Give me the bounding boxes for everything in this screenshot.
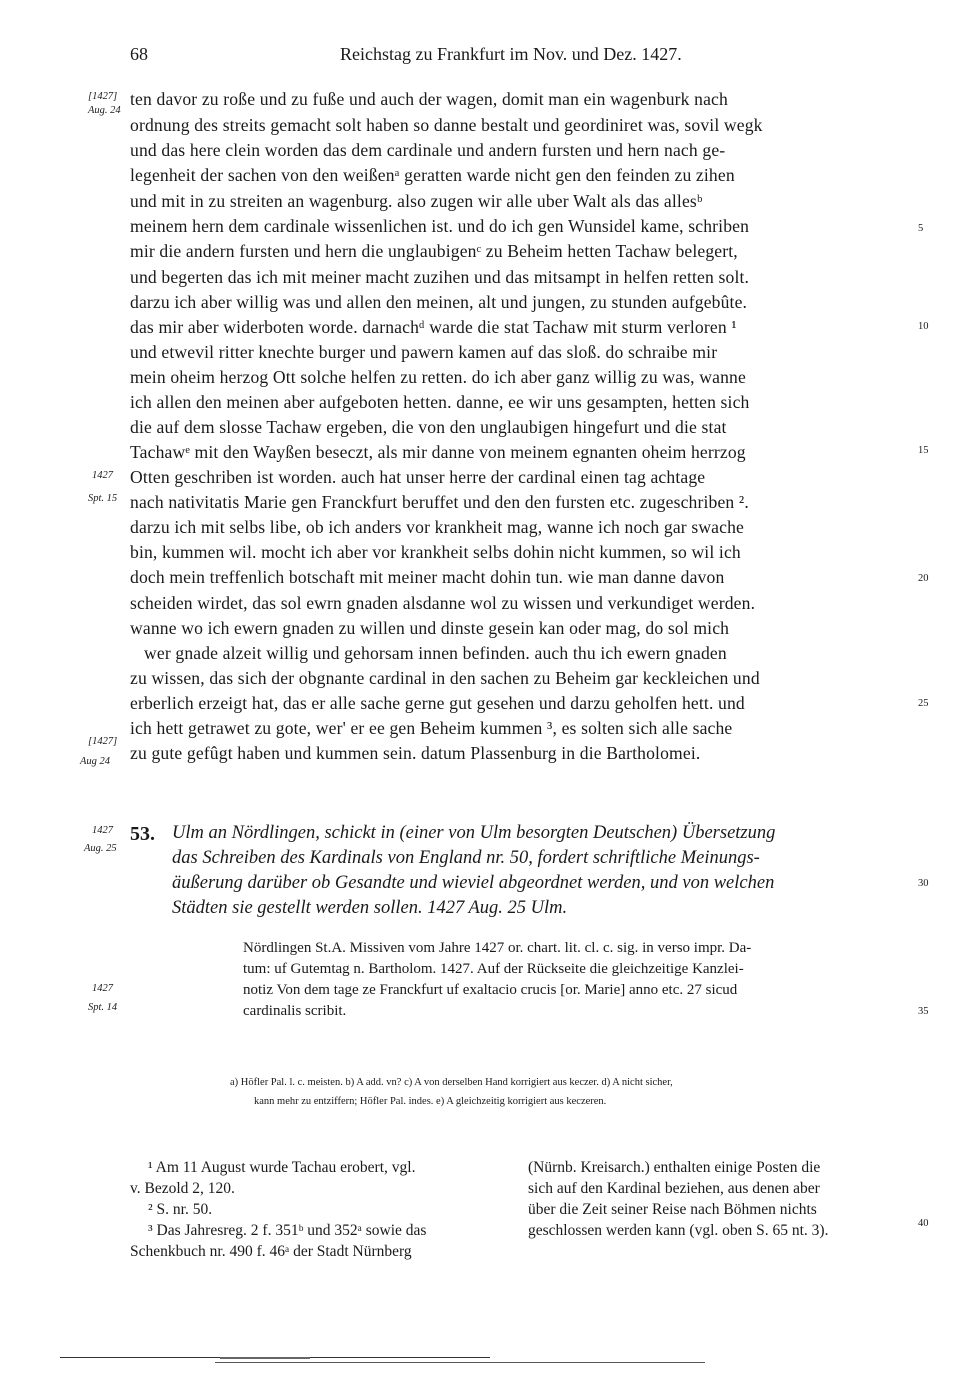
margin-date: Spt. 14 [88,1002,118,1013]
margin-date: 1427 [92,825,113,836]
footnote-line: geschlossen werden kann (vgl. oben S. 65 nt. 3). [528,1222,829,1239]
footnote-line: Schenkbuch nr. 490 f. 46ᵃ der Stadt Nürnberg [130,1243,412,1260]
bottom-rule [215,1362,705,1363]
body-line: bin, kummen wil. mocht ich aber vor krankheit selbs dohin nicht kummen, so wil ich [130,542,741,562]
body-line: Otten geschriben ist worden. auch hat unser herre der cardinal einen tag achtage [130,467,706,487]
margin-date: Aug 24 [80,756,111,767]
body-line: und das here clein worden das dem cardinale und andern fursten und hern nach ge- [130,140,726,160]
source-line: cardinalis scribit. [243,1003,347,1019]
page-number: 68 [130,44,148,64]
line-number: 20 [918,573,929,584]
regest-line: äußerung darüber ob Gesandte und wieviel abgeordnet werden, und von welchen [172,873,775,893]
body-line: nach nativitatis Marie gen Franckfurt beruffet und den den fursten etc. zugeschriben ². [130,492,749,512]
body-line: und etwevil ritter knechte burger und pawern kamen auf das sloß. do schraibe mir [130,342,718,362]
source-line: notiz Von dem tage ze Franckfurt uf exaltacio crucis [or. Marie] anno etc. 27 sicud [243,982,738,998]
body-line: darzu ich mit selbs libe, ob ich anders vor krankheit mag, wanne ich noch gar swache [130,517,745,537]
margin-date: 1427 [92,470,113,481]
scan-mark [220,1357,310,1359]
source-line: Nördlingen St.A. Missiven vom Jahre 1427 or. chart. lit. cl. c. sig. in verso impr. Da- [243,940,752,956]
footnote-line: v. Bezold 2, 120. [130,1180,235,1197]
body-line: zu wissen, das sich der obgnante cardinal in den sachen zu Beheim gar keckleichen und [130,668,760,688]
footnote-line: über die Zeit seiner Reise nach Böhmen nichts [528,1201,817,1218]
footnote-line: (Nürnb. Kreisarch.) enthalten einige Posten die [528,1159,821,1176]
apparatus-line: kann mehr zu entziffern; Höfler Pal. indes. e) A gleichzeitig korrigiert aus keczeren. [254,1096,607,1107]
body-line: ordnung des streits gemacht solt haben so danne bestalt und geordiniret was, sovil wegk [130,115,763,135]
line-number: 10 [918,321,929,332]
margin-date: Aug. 25 [84,843,117,854]
line-number: 35 [918,1006,929,1017]
body-line: scheiden wirdet, das sol ewrn gnaden alsdanne wol zu wissen und verkundiget werden. [130,593,756,613]
body-line: Tachawᵉ mit den Wayßen beseczt, als mir danne von meinem egnanten oheim herrzog [130,442,746,462]
margin-date: Spt. 15 [88,493,118,504]
margin-date: [1427] [88,736,118,747]
footnote-line: ² S. nr. 50. [148,1201,213,1218]
body-line: ich allen den meinen aber aufgeboten hetten. danne, ee wir uns gesampten, hetten sich [130,392,750,412]
body-line: zu gute gefûgt haben und kummen sein. datum Plassenburg in die Bartholomei. [130,743,701,763]
regest-line: das Schreiben des Kardinals von England nr. 50, fordert schriftliche Meinungs- [172,848,760,868]
body-line: wanne wo ich ewern gnaden zu willen und dinste gesein kan oder mag, do sol mich [130,618,730,638]
document-number: 53. [130,823,155,845]
body-line: darzu ich aber willig was und allen den meinen, alt und jungen, zu stunden aufgebûte. [130,292,748,312]
line-number: 15 [918,445,929,456]
footnote-line: ¹ Am 11 August wurde Tachau erobert, vgl. [148,1159,416,1176]
source-line: tum: uf Gutemtag n. Bartholom. 1427. Auf der Rückseite die gleichzeitige Kanzlei- [243,961,744,977]
body-line: und begerten das ich mit meiner macht zuzihen und das mitsampt in helfen retten solt. [130,267,750,287]
body-line: mir die andern fursten und hern die unglaubigenᶜ zu Beheim hetten Tachaw belegert, [130,241,738,261]
body-line: und mit in zu streiten an wagenburg. also zugen wir alle uber Walt als das allesᵇ [130,191,703,211]
footnote-line: ³ Das Jahresreg. 2 f. 351ᵇ und 352ᵃ sowie das [148,1222,427,1239]
margin-date: 1427 [92,983,113,994]
line-number: 40 [918,1218,929,1229]
footnote-line: sich auf den Kardinal beziehen, aus denen aber [528,1180,820,1197]
body-line: das mir aber widerboten worde. darnachᵈ warde die stat Tachaw mit sturm verloren ¹ [130,317,737,337]
running-title: Reichstag zu Frankfurt im Nov. und Dez. 1427. [340,44,682,64]
body-line: legenheit der sachen von den weißenᵃ geratten warde nicht gen den feinden zu zihen [130,165,735,185]
line-number: 30 [918,878,929,889]
body-line: doch mein treffenlich botschaft mit meiner macht dohin tun. wie man danne davon [130,567,725,587]
margin-date: [1427] [88,91,118,102]
body-line: wer gnade alzeit willig und gehorsam innen befinden. auch thu ich ewern gnaden [144,643,727,663]
line-number: 25 [918,698,929,709]
body-line: mein oheim herzog Ott solche helfen zu retten. do ich aber ganz willig zu was, wanne [130,367,746,387]
body-line: die auf dem slosse Tachaw ergeben, die von den unglaubigen hingefurt und die stat [130,417,727,437]
regest-line: Ulm an Nördlingen, schickt in (einer von Ulm besorgten Deutschen) Übersetzung [172,823,776,843]
body-line: meinem hern dem cardinale wissenlichen ist. und do ich gen Wunsidel kame, schriben [130,216,750,236]
line-number: 5 [918,223,924,234]
apparatus-line: a) Höfler Pal. l. c. meisten. b) A add. vn? c) A von derselben Hand korrigiert aus keczer. d) A nicht sicher, [230,1077,673,1088]
regest-line: Städten sie gestellt werden sollen. 1427 Aug. 25 Ulm. [172,898,568,918]
margin-date: Aug. 24 [88,105,121,116]
body-line: ten davor zu roße und zu fuße und auch der wagen, domit man ein wagenburk nach [130,89,728,109]
body-line: erberlich erzeigt hat, das er alle sache gerne gut gesehen und darzu geholfen hett. und [130,693,745,713]
body-line: ich hett getrawet zu gote, wer' er ee gen Beheim kummen ³, es solten sich alle sache [130,718,733,738]
